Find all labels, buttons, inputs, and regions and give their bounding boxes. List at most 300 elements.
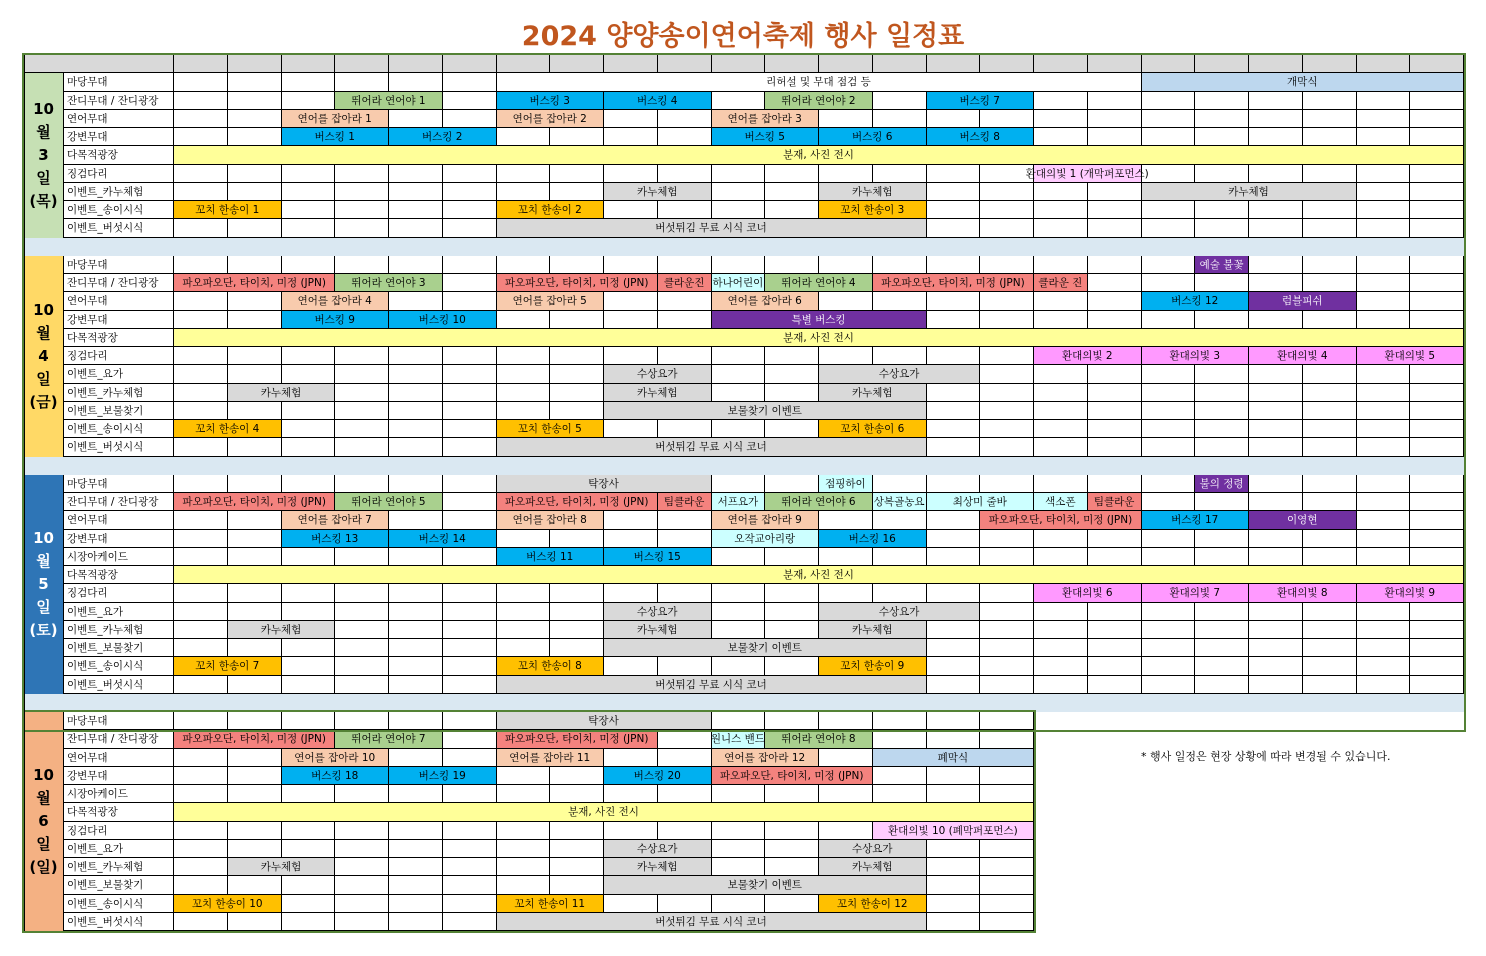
- empty-cell: [1034, 201, 1088, 219]
- empty-cell: [174, 749, 228, 767]
- empty-cell: [443, 110, 497, 128]
- empty-cell: [228, 311, 282, 329]
- empty-cell: [1034, 530, 1088, 548]
- empty-cell: [1142, 621, 1196, 639]
- empty-cell: [497, 785, 551, 803]
- empty-cell: [1410, 274, 1464, 292]
- empty-cell: [1088, 292, 1142, 310]
- empty-cell: [443, 913, 497, 931]
- schedule-event: 클라운진: [658, 274, 712, 292]
- row-category: 시장아케이드: [64, 785, 174, 803]
- empty-cell: [980, 438, 1034, 456]
- schedule-event: 원니스 밴드: [712, 730, 766, 748]
- row-category: 마당무대: [64, 712, 174, 730]
- empty-cell: [1249, 548, 1303, 566]
- empty-cell: [389, 548, 443, 566]
- schedule-event: 버스킹 16: [819, 530, 927, 548]
- empty-cell: [1142, 365, 1196, 383]
- empty-cell: [443, 73, 497, 91]
- row-category: 잔디무대 / 잔디광장: [64, 274, 174, 292]
- empty-cell: [174, 365, 228, 383]
- column-header-time: [389, 55, 443, 73]
- empty-cell: [282, 92, 336, 110]
- empty-cell: [497, 165, 551, 183]
- schedule-event: 환대의빛 5: [1357, 347, 1465, 365]
- empty-cell: [389, 511, 443, 529]
- schedule-event: 폐막식: [873, 749, 1034, 767]
- empty-cell: [712, 584, 766, 602]
- empty-cell: [1357, 128, 1411, 146]
- schedule-event: 점핑하이: [819, 475, 873, 493]
- empty-cell: [658, 895, 712, 913]
- schedule-event: 파오파오단, 타이치, 미정 (JPN): [712, 767, 873, 785]
- empty-cell: [335, 676, 389, 694]
- empty-cell: [228, 840, 282, 858]
- schedule-event: 꼬치 한송이 1: [174, 201, 282, 219]
- empty-cell: [282, 603, 336, 621]
- empty-cell: [927, 657, 981, 675]
- empty-cell: [1195, 621, 1249, 639]
- empty-cell: [765, 822, 819, 840]
- schedule-event: 특별 버스킹: [712, 311, 927, 329]
- empty-cell: [1303, 219, 1357, 237]
- empty-cell: [1357, 92, 1411, 110]
- row-category: 강변무대: [64, 311, 174, 329]
- empty-cell: [1034, 621, 1088, 639]
- empty-cell: [980, 420, 1034, 438]
- schedule-event: 파오파오단, 타이치, 미정 (JPN): [174, 274, 335, 292]
- empty-cell: [550, 256, 604, 274]
- empty-cell: [980, 657, 1034, 675]
- day-separator: [24, 694, 1464, 712]
- empty-cell: [335, 438, 389, 456]
- empty-cell: [389, 749, 443, 767]
- empty-cell: [658, 347, 712, 365]
- row-category: 이벤트_송이시식: [64, 420, 174, 438]
- empty-cell: [927, 511, 981, 529]
- empty-cell: [1142, 420, 1196, 438]
- empty-cell: [1410, 219, 1464, 237]
- empty-cell: [1142, 219, 1196, 237]
- empty-cell: [1142, 92, 1196, 110]
- empty-cell: [174, 128, 228, 146]
- empty-cell: [927, 165, 981, 183]
- empty-cell: [497, 402, 551, 420]
- schedule-event: 팀클라운: [1088, 493, 1142, 511]
- empty-cell: [604, 420, 658, 438]
- empty-cell: [873, 730, 927, 748]
- empty-cell: [1357, 165, 1411, 183]
- empty-cell: [174, 785, 228, 803]
- empty-cell: [1303, 365, 1357, 383]
- empty-cell: [389, 110, 443, 128]
- empty-cell: [1088, 621, 1142, 639]
- empty-cell: [174, 475, 228, 493]
- empty-cell: [980, 365, 1034, 383]
- empty-cell: [980, 402, 1034, 420]
- empty-cell: [1303, 438, 1357, 456]
- row-category: 징검다리: [64, 822, 174, 840]
- empty-cell: [1034, 402, 1088, 420]
- empty-cell: [1142, 128, 1196, 146]
- empty-cell: [389, 165, 443, 183]
- empty-cell: [1249, 621, 1303, 639]
- schedule-event: 버스킹 2: [389, 128, 497, 146]
- schedule-event: 예술 불꽃: [1195, 256, 1249, 274]
- empty-cell: [980, 858, 1034, 876]
- empty-cell: [335, 876, 389, 894]
- empty-cell: [1357, 621, 1411, 639]
- empty-cell: [335, 840, 389, 858]
- empty-cell: [1303, 274, 1357, 292]
- schedule-event: 뛰어라 연어야 3: [335, 274, 443, 292]
- empty-cell: [443, 256, 497, 274]
- empty-cell: [389, 584, 443, 602]
- empty-cell: [1034, 639, 1088, 657]
- empty-cell: [819, 712, 873, 730]
- schedule-event: 버스킹 5: [712, 128, 820, 146]
- empty-cell: [927, 384, 981, 402]
- empty-cell: [1357, 274, 1411, 292]
- row-category: 이벤트_송이시식: [64, 657, 174, 675]
- empty-cell: [550, 858, 604, 876]
- day-label-part: 10: [33, 300, 54, 319]
- empty-cell: [873, 584, 927, 602]
- column-header-time: [443, 55, 497, 73]
- schedule-event: 연어를 잡아라 4: [282, 292, 390, 310]
- empty-cell: [980, 311, 1034, 329]
- empty-cell: [1142, 384, 1196, 402]
- empty-cell: [335, 895, 389, 913]
- empty-cell: [443, 657, 497, 675]
- empty-cell: [1195, 128, 1249, 146]
- empty-cell: [1410, 676, 1464, 694]
- empty-cell: [1088, 603, 1142, 621]
- empty-cell: [174, 548, 228, 566]
- empty-cell: [873, 256, 927, 274]
- empty-cell: [550, 603, 604, 621]
- empty-cell: [443, 876, 497, 894]
- empty-cell: [1303, 621, 1357, 639]
- table-left-rule: [24, 55, 25, 931]
- day-label-part: 월: [36, 551, 51, 570]
- empty-cell: [873, 110, 927, 128]
- schedule-event: 상복골농요: [873, 493, 927, 511]
- empty-cell: [1034, 92, 1088, 110]
- empty-cell: [927, 913, 981, 931]
- empty-cell: [228, 712, 282, 730]
- empty-cell: [228, 639, 282, 657]
- empty-cell: [1303, 256, 1357, 274]
- empty-cell: [1303, 420, 1357, 438]
- empty-cell: [335, 822, 389, 840]
- empty-cell: [1088, 274, 1142, 292]
- empty-cell: [1249, 92, 1303, 110]
- empty-cell: [282, 895, 336, 913]
- empty-cell: [443, 749, 497, 767]
- empty-cell: [1410, 603, 1464, 621]
- schedule-event: 버스킹 10: [389, 311, 497, 329]
- empty-cell: [980, 895, 1034, 913]
- empty-cell: [1357, 183, 1411, 201]
- empty-cell: [658, 201, 712, 219]
- empty-cell: [658, 511, 712, 529]
- schedule-event: 카누체험: [819, 858, 927, 876]
- schedule-event: 연어를 잡아라 7: [282, 511, 390, 529]
- day-separator: [24, 457, 1464, 475]
- empty-cell: [389, 712, 443, 730]
- empty-cell: [228, 511, 282, 529]
- empty-cell: [228, 785, 282, 803]
- empty-cell: [712, 840, 766, 858]
- empty-cell: [1357, 384, 1411, 402]
- empty-cell: [550, 621, 604, 639]
- empty-cell: [1357, 219, 1411, 237]
- empty-cell: [550, 639, 604, 657]
- empty-cell: [335, 420, 389, 438]
- empty-cell: [1034, 475, 1088, 493]
- empty-cell: [604, 311, 658, 329]
- schedule-event: 파오파오단, 타이치, 미정 (JPN): [980, 511, 1141, 529]
- empty-cell: [228, 219, 282, 237]
- empty-cell: [228, 913, 282, 931]
- schedule-event: 뛰어라 연어야 7: [335, 730, 443, 748]
- schedule-event: 뛰어라 연어야 8: [765, 730, 873, 748]
- empty-cell: [282, 347, 336, 365]
- empty-cell: [389, 657, 443, 675]
- empty-cell: [873, 92, 927, 110]
- empty-cell: [980, 712, 1034, 730]
- day-label-part: (금): [29, 392, 58, 411]
- empty-cell: [1034, 183, 1088, 201]
- empty-cell: [1034, 676, 1088, 694]
- schedule-event: 뛰어라 연어야 6: [765, 493, 873, 511]
- empty-cell: [1303, 384, 1357, 402]
- empty-cell: [1410, 420, 1464, 438]
- row-category: 연어무대: [64, 511, 174, 529]
- empty-cell: [1357, 420, 1411, 438]
- schedule-event: 분재, 사진 전시: [174, 566, 1464, 584]
- day-label-part: (토): [29, 620, 58, 639]
- day-label: [24, 256, 64, 457]
- empty-cell: [1303, 311, 1357, 329]
- empty-cell: [927, 548, 981, 566]
- column-header-time: [1303, 55, 1357, 73]
- empty-cell: [712, 603, 766, 621]
- empty-cell: [765, 858, 819, 876]
- empty-cell: [712, 165, 766, 183]
- empty-cell: [1088, 384, 1142, 402]
- empty-cell: [1034, 365, 1088, 383]
- empty-cell: [174, 511, 228, 529]
- row-category: 다목적광장: [64, 146, 174, 164]
- empty-cell: [1195, 420, 1249, 438]
- empty-cell: [443, 603, 497, 621]
- empty-cell: [1249, 639, 1303, 657]
- empty-cell: [1088, 219, 1142, 237]
- empty-cell: [443, 475, 497, 493]
- schedule-event: 연어를 잡아라 11: [497, 749, 605, 767]
- empty-cell: [1249, 201, 1303, 219]
- schedule-event: 뛰어라 연어야 5: [335, 493, 443, 511]
- empty-cell: [335, 621, 389, 639]
- empty-cell: [497, 639, 551, 657]
- empty-cell: [1410, 639, 1464, 657]
- schedule-event: 수상요가: [604, 365, 712, 383]
- empty-cell: [927, 730, 981, 748]
- row-category: 마당무대: [64, 73, 174, 91]
- empty-cell: [1410, 493, 1464, 511]
- empty-cell: [389, 475, 443, 493]
- column-header-time: [1088, 55, 1142, 73]
- row-category: 이벤트_요가: [64, 603, 174, 621]
- empty-cell: [712, 621, 766, 639]
- empty-cell: [1249, 110, 1303, 128]
- empty-cell: [765, 657, 819, 675]
- schedule-event: 버스킹 18: [282, 767, 390, 785]
- empty-cell: [282, 165, 336, 183]
- schedule-event: 수상요가: [819, 603, 980, 621]
- empty-cell: [174, 347, 228, 365]
- schedule-event: 카누체험: [228, 621, 336, 639]
- empty-cell: [712, 201, 766, 219]
- empty-cell: [1303, 530, 1357, 548]
- empty-cell: [980, 165, 1034, 183]
- schedule-event: 파오파오단, 타이치, 미정 (JPN): [497, 493, 658, 511]
- schedule-event: 클라운 진: [1034, 274, 1088, 292]
- column-header-time: [765, 55, 819, 73]
- empty-cell: [712, 785, 766, 803]
- empty-cell: [1410, 311, 1464, 329]
- empty-cell: [1303, 603, 1357, 621]
- empty-cell: [712, 657, 766, 675]
- schedule-event: 최상미 줄바: [927, 493, 1035, 511]
- day-label-part: 3: [38, 145, 49, 164]
- empty-cell: [980, 913, 1034, 931]
- schedule-event: 꼬치 한송이 7: [174, 657, 282, 675]
- empty-cell: [980, 584, 1034, 602]
- empty-cell: [174, 438, 228, 456]
- empty-cell: [927, 785, 981, 803]
- empty-cell: [980, 621, 1034, 639]
- schedule-event: 카누체험: [228, 384, 336, 402]
- schedule-event: 꼬치 한송이 11: [497, 895, 605, 913]
- empty-cell: [282, 840, 336, 858]
- empty-cell: [497, 530, 551, 548]
- empty-cell: [228, 676, 282, 694]
- empty-cell: [389, 895, 443, 913]
- empty-cell: [1195, 639, 1249, 657]
- empty-cell: [174, 73, 228, 91]
- empty-cell: [980, 639, 1034, 657]
- schedule-event: 파오파오단, 타이치, 미정 (JPN): [497, 274, 658, 292]
- empty-cell: [980, 530, 1034, 548]
- empty-cell: [1088, 676, 1142, 694]
- empty-cell: [1195, 548, 1249, 566]
- schedule-event: 버스킹 4: [604, 92, 712, 110]
- row-category: 다목적광장: [64, 803, 174, 821]
- column-header-time: [228, 55, 282, 73]
- empty-cell: [980, 475, 1034, 493]
- empty-cell: [765, 840, 819, 858]
- empty-cell: [765, 785, 819, 803]
- schedule-event: 연어를 잡아라 3: [712, 110, 820, 128]
- empty-cell: [497, 384, 551, 402]
- empty-cell: [389, 676, 443, 694]
- empty-cell: [335, 256, 389, 274]
- empty-cell: [174, 621, 228, 639]
- empty-cell: [335, 584, 389, 602]
- empty-cell: [1249, 219, 1303, 237]
- column-header-time: [1142, 55, 1196, 73]
- schedule-event: 연어를 잡아라 1: [282, 110, 390, 128]
- empty-cell: [174, 584, 228, 602]
- empty-cell: [550, 347, 604, 365]
- day-label-part: 5: [38, 574, 49, 593]
- schedule-event: 버섯튀김 무료 시식 코너: [497, 913, 927, 931]
- row-category: 이벤트_버섯시식: [64, 438, 174, 456]
- empty-cell: [658, 420, 712, 438]
- empty-cell: [1195, 493, 1249, 511]
- empty-cell: [497, 183, 551, 201]
- empty-cell: [228, 92, 282, 110]
- empty-cell: [443, 92, 497, 110]
- empty-cell: [1303, 92, 1357, 110]
- empty-cell: [927, 292, 981, 310]
- empty-cell: [282, 913, 336, 931]
- schedule-event: 분재, 사진 전시: [174, 329, 1464, 347]
- schedule-event: 환대의빛 6: [1034, 584, 1142, 602]
- empty-cell: [819, 347, 873, 365]
- empty-cell: [927, 584, 981, 602]
- row-category: 시장아케이드: [64, 548, 174, 566]
- empty-cell: [712, 858, 766, 876]
- empty-cell: [1088, 438, 1142, 456]
- empty-cell: [927, 858, 981, 876]
- schedule-event: 버스킹 19: [389, 767, 497, 785]
- schedule-event: 하나어린이: [712, 274, 766, 292]
- empty-cell: [1034, 548, 1088, 566]
- empty-cell: [443, 676, 497, 694]
- column-header-time: [927, 55, 981, 73]
- empty-cell: [389, 201, 443, 219]
- day-label-part: 6: [38, 812, 49, 830]
- empty-cell: [819, 584, 873, 602]
- schedule-event: 파오파오단, 타이치, 미정 (JPN): [174, 730, 335, 748]
- schedule-event: 카누체험: [819, 384, 927, 402]
- empty-cell: [335, 73, 389, 91]
- empty-cell: [443, 584, 497, 602]
- schedule-event: 분재, 사진 전시: [174, 803, 1034, 821]
- empty-cell: [1410, 530, 1464, 548]
- empty-cell: [1142, 530, 1196, 548]
- empty-cell: [282, 183, 336, 201]
- empty-cell: [335, 219, 389, 237]
- empty-cell: [980, 183, 1034, 201]
- day-label-part: 일: [36, 168, 51, 187]
- schedule-event: 이영현: [1249, 511, 1357, 529]
- day-label-part: 일: [36, 597, 51, 616]
- empty-cell: [1034, 292, 1088, 310]
- empty-cell: [873, 785, 927, 803]
- schedule-event: 꼬치 한송이 8: [497, 657, 605, 675]
- schedule-event: 환대의빛 3: [1142, 347, 1250, 365]
- schedule-event: 연어를 잡아라 12: [712, 749, 820, 767]
- empty-cell: [282, 785, 336, 803]
- empty-cell: [335, 639, 389, 657]
- empty-cell: [389, 822, 443, 840]
- empty-cell: [174, 219, 228, 237]
